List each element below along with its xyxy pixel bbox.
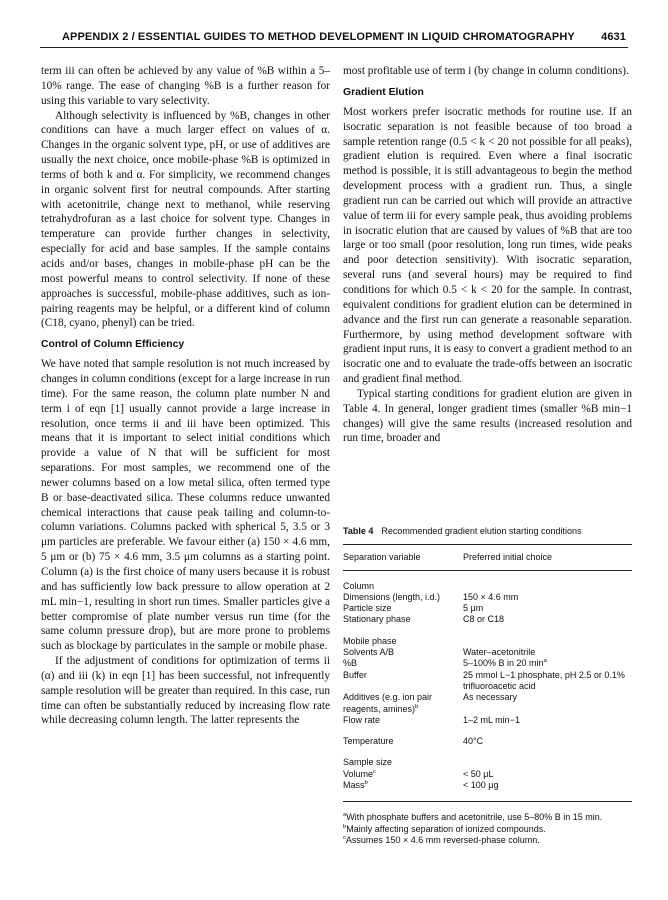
table-cell: [343, 769, 463, 780]
table-cell: Solvents A/B: [343, 647, 395, 658]
table-cell-text: 5–100% B in 20 min: [463, 658, 544, 669]
table-cell: %B: [343, 658, 358, 669]
right-paragraph-1: most profitable use of term i (by change in column conditions).: [343, 65, 629, 77]
footnote-text: Mainly affecting separation of ionized compounds.: [346, 823, 546, 834]
section-heading-column-efficiency: Control of Column Efficiency: [41, 339, 185, 351]
table-row: [343, 658, 632, 669]
table-caption-text: Recommended gradient elution starting conditions: [381, 526, 582, 536]
table-row: [343, 603, 632, 614]
table-cell: 150 × 4.6 mm: [463, 591, 519, 602]
table-cell: Buffer: [343, 669, 367, 680]
table-cell: < 100 μg: [463, 780, 499, 791]
table-cell: 5 μm: [463, 603, 484, 614]
running-title: APPENDIX 2 / ESSENTIAL GUIDES TO METHOD DEVELOPMENT IN LIQUID CHROMATOGRAPHY: [62, 31, 575, 43]
running-header: [40, 30, 628, 46]
table-cell: 1–2 mL min−1: [463, 714, 520, 725]
table-row: [343, 614, 632, 625]
table-cell: [343, 780, 463, 791]
left-paragraph-4: If the adjustment of conditions for optimization of terms ii (α) and iii (k) in eqn [1] has been successful, not infrequently sample resolution will be greater than required. In this case, run time can often be substantially reduced by increasing flow rate while decreasing column length. The latter represents the: [41, 655, 330, 727]
section-heading-gradient-elution: Gradient Elution: [343, 86, 424, 98]
table-cell-text: Mass: [343, 780, 365, 791]
right-paragraph-3: Typical starting conditions for gradient elution are given in Table 4. In general, longer gradient times (smaller %B min−1 changes) will give the same results (increased resolution and run time, broader and: [343, 387, 632, 445]
table-cell: Dimensions (length, i.d.): [343, 591, 441, 602]
table-cell: < 50 μL: [463, 768, 494, 779]
footnote-mark: b: [415, 703, 419, 710]
table-row: [343, 715, 632, 726]
footnote-text: With phosphate buffers and acetonitrile, use 5–80% B in 15 min.: [346, 812, 603, 823]
table-label: Table 4: [343, 526, 374, 536]
left-paragraph-3: We have noted that sample resolution is not much increased by changes in column conditions (except for a large increase in run time). For the same reason, the column plate number N and term i of eqn [1] usually cannot provide a large increase in resolution, once terms ii and iii have been optimized. This means that it is important to select initial conditions which provide a value of N that will be sufficient for most separations. For most samples, we recommend one of the newer columns based on a low metal silica, often termed type B or base-deactivated silica. These columns reduce unwanted chemical interactions that cause peak tailing and column-to-column variations. Columns packed with spherical 5, 3.5 or 3 μm particles are preferable. We favour either (a) 150 × 4.6 mm, 5 μm or (b) 75 × 4.6 mm, 3.5 μm columns as a starting point. Column (a) is the first choice of many users because it is robust and has sufficiently low back pressure to allow operation at 2 mL min−1, resulting in short run times. Smaller particles give a better compromise of plate number versus run time (for the same column pressure drop), but are more prone to problems such as blockage by particulates in the sample or mobile phase.: [41, 358, 331, 653]
left-column: [41, 64, 330, 728]
table-col-header-variable: Separation variable: [343, 552, 421, 563]
page-number: 4631: [601, 31, 626, 43]
table-cell: Temperature: [343, 736, 394, 747]
table-row: [343, 769, 632, 780]
table-group-mobile-phase: [343, 636, 632, 726]
table-group-label: Sample size: [343, 757, 393, 768]
footnote-text: Assumes 150 × 4.6 mm reversed-phase column.: [345, 834, 540, 845]
table-header-row: [343, 545, 632, 569]
footnote-mark: c: [373, 768, 376, 775]
table-bottom-rule: [343, 801, 632, 802]
footnote-a: [343, 812, 632, 823]
table-cell: Flow rate: [343, 714, 381, 725]
table-col-header-choice: Preferred initial choice: [463, 552, 553, 563]
table-cell: Stationary phase: [343, 614, 411, 625]
table-group-label: Mobile phase: [343, 635, 397, 646]
table-row: [343, 736, 632, 747]
table-group-label: Column: [343, 580, 375, 591]
footnote-mark: c: [343, 834, 346, 841]
right-column: [343, 64, 632, 446]
table-cell-text: Volume: [343, 768, 374, 779]
table-cell: Particle size: [343, 603, 392, 614]
footnote-b: [343, 824, 632, 835]
table-cell: As necessary: [463, 692, 518, 703]
table-group-column: [343, 581, 632, 626]
table-4: [343, 526, 632, 846]
left-paragraph-2: Although selectivity is influenced by %B, changes in other conditions can have a much larger effect on values of α. Changes in the organic solvent type, pH, or use of additives are usually the next choice, once mobile-phase %B is optimized in terms of both k and α. For simplicity, we recommend changes in organic solvent first for neutral compounds. After starting with acetonitrile, change next to methanol, while reserving tetrahydrofuran as a last choice for solvent type. Changes in temperature can provide further changes in selectivity, especially for acid and base samples. If the sample contains acids and/or bases, changes in mobile-phase pH can be the most powerful means to control selectivity. If none of these approaches is successful, mobile-phase additives, such as ion-pairing reagents may be helpful, or a different kind of column (C18, cyano, phenyl) can be tried.: [41, 109, 330, 330]
table-cell: 25 mmol L−1 phosphate, pH 2.5 or 0.1% trifluoroacetic acid: [463, 669, 625, 691]
header-rule: [40, 47, 628, 48]
table-row: [343, 592, 632, 603]
table-cell: [463, 658, 632, 669]
table-row: [343, 647, 632, 658]
footnote-mark: a: [343, 812, 347, 819]
table-row: [343, 670, 632, 693]
table-footnotes: [343, 812, 632, 846]
left-paragraph-1: term iii can often be achieved by any value of %B within a 5–10% range. The ease of changing %B is a further reason for using this variable to vary selectivity.: [41, 65, 330, 107]
footnote-mark: b: [364, 780, 368, 787]
footnote-c: [343, 835, 632, 846]
footnote-mark: b: [343, 823, 347, 830]
footnote-mark: a: [543, 658, 547, 665]
table-cell: C8 or C18: [463, 614, 505, 625]
right-paragraph-2: Most workers prefer isocratic methods for routine use. If an isocratic separation is not feasible because of too broad a sample retention range (0.5 < k < 20 not possible for all peaks), gradient elution is required. Even where a final isocratic method is possible, it is still advantageous to begin the method development process with a gradient run. Thus, a single gradient run can be carried out which will provide an attractive value of term iii for every sample peak, thus avoiding problems in isocratic elution that are caused by values of %B that are too large or too small (poor resolution, long run times, wide peaks and poor detection sensitivity). With isocratic separation, several runs (and several hours) may be required to find conditions for which 0.5 < k < 20 for the sample. In contrast, equivalent conditions for gradient elution can be determined in advance and the first run can generate a reasonable separation. Furthermore, by using method development software with gradient input runs, it is easy to convert a gradient method to an isocratic one and to evaluate the trade-offs between an isocratic and gradient final method.: [343, 105, 632, 386]
table-group-sample-size: [343, 757, 632, 791]
table-cell: 40°C: [463, 736, 484, 747]
table-caption: [343, 526, 632, 537]
table-cell: [343, 692, 463, 715]
table-header-rule: [343, 570, 632, 571]
table-row: [343, 780, 632, 791]
table-row: [343, 692, 632, 715]
table-cell-text: Additives (e.g. ion pair reagents, amines): [343, 692, 433, 714]
table-cell: Water–acetonitrile: [463, 647, 536, 658]
table-group-temperature: [343, 736, 632, 747]
